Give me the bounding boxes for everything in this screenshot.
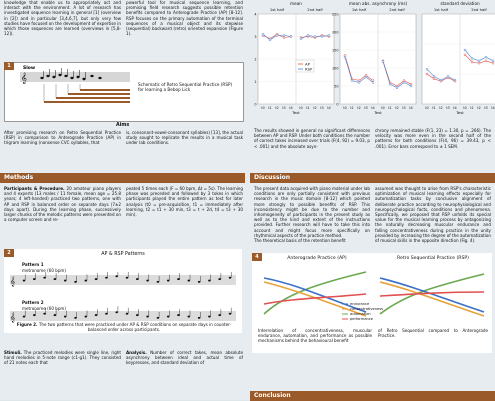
y-tick-label: 200 [332, 30, 339, 35]
figure-4-number: 4 [252, 253, 262, 261]
data-point-rsp [328, 34, 330, 36]
y-tick-label: 4 [254, 12, 257, 17]
figure-2-number: 2 [4, 249, 14, 257]
note-head [64, 280, 67, 282]
x-tick-label: t0 [381, 106, 385, 110]
conclusion-header: Conclusion [250, 391, 495, 401]
note-head [74, 317, 77, 319]
participants-right: peated 5 times each (F = 60 bpm, Δt = 5s). The learning phase was preceded and followed by 3 tokes in which participants played the entire pattern as test for later analysis (t0 = pre-acquisition, t1 = immediately after learning, t2 = t1 + 30 min, t3 = t + 2d, t4 = t3 + 30 min). [126, 186, 243, 218]
y-tick-label: 0 [254, 102, 257, 107]
x-tick-label: t2 [357, 106, 361, 110]
figure-1-schematic [20, 64, 240, 119]
data-point-ap [464, 54, 466, 56]
note-head [136, 278, 139, 280]
x-tick-label: t2 [275, 106, 279, 110]
note-head [177, 278, 180, 280]
x-tick-label: t1 [388, 106, 392, 110]
x-tick-label: t0 [261, 106, 265, 110]
x-tick-label: t2 [313, 106, 317, 110]
panel-label: 1st half [433, 7, 449, 12]
note-head [126, 313, 129, 315]
discussion-left-body: The present data acquired with piano material under lab conditions are only partially consistent with previous research in the music domain [8-12] which pointed more strongly to possible benefits of RSP. This inconsistency might be due to the number and inhomogeneity of participants in the present study as well as to the kind and extent of the instructions provided. Further research will have to take this into account and might focus more specifically on rhythmical aspects of the practice method. [254, 186, 370, 238]
x-tick-label: t1 [306, 106, 310, 110]
x-tick-label: t3 [320, 106, 324, 110]
x-tick-label: t0 [343, 106, 347, 110]
rsp-performance-curve [380, 292, 484, 296]
note-head [85, 316, 88, 318]
stimuli-lead: Stimuli. [4, 350, 22, 355]
x-tick-label: t2 [477, 106, 481, 110]
note-head [64, 316, 67, 318]
x-tick-label: t3 [402, 106, 406, 110]
data-point-ap [433, 78, 435, 80]
note-head [74, 281, 77, 283]
panel-label: 1st half [351, 7, 367, 12]
x-axis-label: Test [292, 110, 300, 115]
data-point-rsp [365, 76, 367, 78]
note-head [95, 314, 98, 316]
data-point-rsp [300, 38, 302, 40]
data-point-rsp [344, 56, 346, 58]
note-head [167, 316, 170, 318]
data-point-rsp [410, 85, 412, 87]
note-head [136, 314, 139, 316]
note-head [208, 316, 211, 318]
y-tick-label: 50 [334, 84, 339, 89]
note-head [229, 277, 232, 279]
data-point-ap [283, 37, 285, 39]
x-tick-label: t2 [439, 106, 443, 110]
note-head [105, 313, 108, 315]
figure-4-curves [256, 264, 490, 328]
figure-1-tempo: Slow [23, 66, 36, 71]
y-tick-label: 2 [254, 57, 257, 62]
y-tick-label: 3 [254, 34, 257, 39]
discussion-header: Discussion [250, 173, 495, 183]
analysis-lead: Analysis. [126, 350, 147, 355]
panel-label: 2nd half [307, 7, 323, 12]
fig4-legend-performance: performance [350, 317, 374, 322]
note-head [188, 316, 191, 318]
note-head [43, 313, 46, 315]
note-head [198, 317, 201, 319]
note-head [126, 277, 129, 279]
data-point-rsp [283, 34, 285, 36]
x-tick-label: t3 [364, 106, 368, 110]
note-head [43, 277, 46, 279]
data-point-rsp [382, 61, 384, 63]
data-point-rsp [321, 36, 323, 38]
results-text-right: chrony remained stable (F(1, 23) = 1.30, p = .266). The velocity was more even in the second half of the patterns for both conditions (F(4, 96) = 39.43, p < .001). Error bars correspond to ± 1 SEM. [375, 128, 491, 149]
data-point-rsp [314, 36, 316, 38]
data-point-rsp [403, 81, 405, 83]
x-tick-label: t4 [453, 106, 457, 110]
note-head [167, 280, 170, 282]
treble-clef-icon: 𝄞 [10, 277, 16, 287]
methods-header: Methods [0, 173, 245, 183]
x-tick-label: t3 [282, 106, 286, 110]
data-point-rsp [389, 83, 391, 85]
data-point-rsp [351, 80, 353, 82]
note-head [54, 278, 57, 280]
data-point-rsp [290, 36, 292, 38]
note-head [229, 313, 232, 315]
x-tick-label: t4 [491, 106, 495, 110]
discussion-text-left [254, 186, 370, 243]
note-head [177, 314, 180, 316]
note-head [105, 277, 108, 279]
figure-1-number: 1 [4, 62, 14, 70]
note-head [85, 280, 88, 282]
chart-title: mean [290, 1, 302, 6]
data-point-rsp [447, 75, 449, 77]
figure-1-caption: Schematic of Retro Sequential Practice (RSP) for learning a Bebop Lick [138, 82, 233, 92]
y-tick-label: 0 [336, 102, 339, 107]
note-head [218, 314, 221, 316]
stimuli-text [4, 350, 121, 366]
x-tick-label: t0 [425, 106, 429, 110]
note-head [33, 314, 36, 316]
note-head [115, 275, 118, 277]
participants-text: 20 amateur piano players and 4 experts (13 males / 11 female, mean age = 25.8 years; 4 left-handed) practiced two patterns, one with AP and RSP in balanced order on separate days (7±2 days apart). During the learning phase, successively larger chunks of the melodic patterns were presented on a computer screen and re- [4, 186, 121, 223]
note-head [218, 278, 221, 280]
note-head [146, 280, 149, 282]
note-head [54, 314, 57, 316]
panel-label: 1st half [269, 7, 285, 12]
participants-lead: Participants & Procedure. [4, 186, 65, 191]
data-point-rsp [478, 60, 480, 62]
data-point-ap [426, 73, 428, 75]
note-head [95, 278, 98, 280]
figure-2-caption-text: The two patterns that were practiced under AP & RSP conditions on separate days in counter-balanced order across participants. [37, 322, 232, 333]
x-tick-label: t1 [432, 106, 436, 110]
legend-label: RSP [305, 66, 313, 72]
x-tick-label: t1 [268, 106, 272, 110]
discussion-left-body-2: The theoretical basis of the retention benefit [254, 238, 346, 244]
note-head [208, 280, 211, 282]
data-point-rsp [433, 75, 435, 77]
data-point-ap [471, 61, 473, 63]
data-point-ap [492, 62, 494, 64]
figure-2-title: AP & RSP Patterns [101, 252, 145, 257]
aims-title: Aims [116, 123, 130, 128]
pattern-1-label: Pattern 1 [22, 262, 44, 267]
data-point-rsp [464, 49, 466, 51]
note-head [115, 311, 118, 313]
x-tick-label: t4 [327, 106, 331, 110]
data-point-rsp [485, 56, 487, 58]
data-point-rsp [492, 60, 494, 62]
note-head [157, 317, 160, 319]
note-head [146, 316, 149, 318]
note-head [23, 280, 26, 282]
data-point-rsp [276, 34, 278, 36]
legend-label: AP [305, 61, 310, 67]
x-tick-label: t1 [470, 106, 474, 110]
results-charts [250, 0, 495, 126]
x-tick-label: t4 [409, 106, 413, 110]
figure-4-caption-right: of Retro Sequential compared to Anterograde Practice. [378, 328, 488, 339]
participants-left [4, 186, 121, 222]
note-head [33, 278, 36, 280]
note-head [157, 281, 160, 283]
data-point-rsp [396, 87, 398, 89]
x-tick-label: t0 [299, 106, 303, 110]
analysis-body: Number of correct takes, mean absolute asynchrony between ideal and actual time of keypresses, and standard deviation of [126, 350, 243, 366]
y-tick-label: 100 [332, 66, 339, 71]
chart-title: standard deviation [440, 1, 480, 6]
note-head [198, 281, 201, 283]
data-point-rsp [471, 57, 473, 59]
x-axis-label: Test [374, 110, 382, 115]
pattern-2-tempo: metronome (60 bpm) [22, 306, 67, 311]
treble-clef-icon: 𝄞 [21, 73, 27, 84]
figure-2-caption-lead: Figure 2. [16, 322, 38, 327]
panel-label: 2nd half [471, 7, 487, 12]
figure-4-caption-left: Interrelation of concentrativeness, muscular endurance, automation, and performance as possible mechanisms behind the behavioural benefit [258, 328, 372, 344]
panel-label: 2nd half [389, 7, 405, 12]
note-head [23, 316, 26, 318]
data-point-rsp [440, 79, 442, 81]
data-point-rsp [426, 68, 428, 70]
chart-title: mean abs. asynchrony (ms) [348, 1, 408, 6]
discussion-text-right: assumed was thought to arise from RSP's characteristic optimization of musical learning effects especially for automatization tasks by conclusive alignment of deliberate practice according to neurophysiological and neuropsychological facts, conditions and phenomena. Specifically, we proposed that RSP unfolds its special value for the musical learning process by antagonizing the naturally decreasing muscular endurance and falling concentrativeness during practice in the unity provided by increasing the degree of the automatization of musical skills in the opposite direction (Fig. 4). [375, 186, 491, 244]
data-point-ap [485, 60, 487, 62]
data-point-ap [478, 62, 480, 64]
data-point-rsp [307, 34, 309, 36]
data-point-rsp [358, 81, 360, 83]
figure-4-title-ap: Anterograde Practice (AP) [287, 256, 347, 261]
chart-panel [422, 14, 495, 104]
x-tick-label: t0 [463, 106, 467, 110]
x-tick-label: t4 [289, 106, 293, 110]
note-head [188, 280, 191, 282]
figure-2-caption [8, 322, 240, 332]
treble-clef-icon: 𝄞 [10, 313, 16, 323]
fig4-legend-endurance: endurance [350, 302, 370, 307]
x-tick-label: t3 [484, 106, 488, 110]
pattern-staves [8, 272, 240, 326]
analysis-text [126, 350, 243, 366]
data-point-rsp [454, 79, 456, 81]
data-point-rsp [269, 39, 271, 41]
intro-text-mid: powerful tool for musical sequence learning, and promising field research suggests possible retention benefits compared to Anterograde Practice (AP) [8-12]. RSP focuses on the primary automation of the terminal sequences of a musical object and its stepwise (sequential) backward (retro) oriented expansion (Figure 1). [126, 0, 243, 37]
figure-4-title-rsp: Retro Sequential Practice (RSP) [397, 256, 469, 261]
x-tick-label: t4 [371, 106, 375, 110]
intro-text-left: knowledge that enable us to appropriately act and interact with the environment. A lot of research has investigated sequence learning in general [1] (overview in [2]) and in particular [3,4,6,7], but only very few studies have focused on the development of expertise in which those sequences are learned (overviews in [5,8-12]). [4, 0, 121, 37]
results-text-left: The results showed in general no significant differences between AP and RSP. Under both conditions the number of correct takes increased over trials (F(4, 92) = 9.03, p < .001) and the absolute asyn- [254, 128, 370, 149]
x-axis-label: Test [456, 110, 464, 115]
data-point-rsp [262, 33, 264, 35]
x-tick-label: t1 [350, 106, 354, 110]
stimuli-body: The practiced melodies were single line, right hand melodies in 5-note range (c1-g1). They consisted of 21 notes each that [4, 350, 121, 366]
x-tick-label: t3 [446, 106, 450, 110]
aims-text-right: is, consonant-vowel-consonant syllables) [13], the actual study sought to replicate the results in a musical task under lab conditions. [126, 130, 243, 146]
pattern-1-tempo: metronome (60 bpm) [22, 268, 67, 273]
x-tick-label: t2 [395, 106, 399, 110]
y-tick-label: 250 [332, 12, 339, 17]
fig4-legend-automation: automation [350, 312, 371, 317]
pattern-2-label: Pattern 2 [22, 300, 44, 305]
y-tick-label: 150 [332, 48, 339, 53]
rsp-concentration-curve [380, 282, 484, 316]
aims-text-left: After promising research on Retro Sequential Practice (RSP) in comparison to Anterograde Practice (AP) in trigram learning (nonsense CVC syllables, that [4, 130, 121, 146]
y-tick-label: 1 [254, 79, 257, 84]
fig4-legend-concentrativeness: concentrativeness [350, 307, 383, 312]
data-point-rsp [372, 81, 374, 83]
